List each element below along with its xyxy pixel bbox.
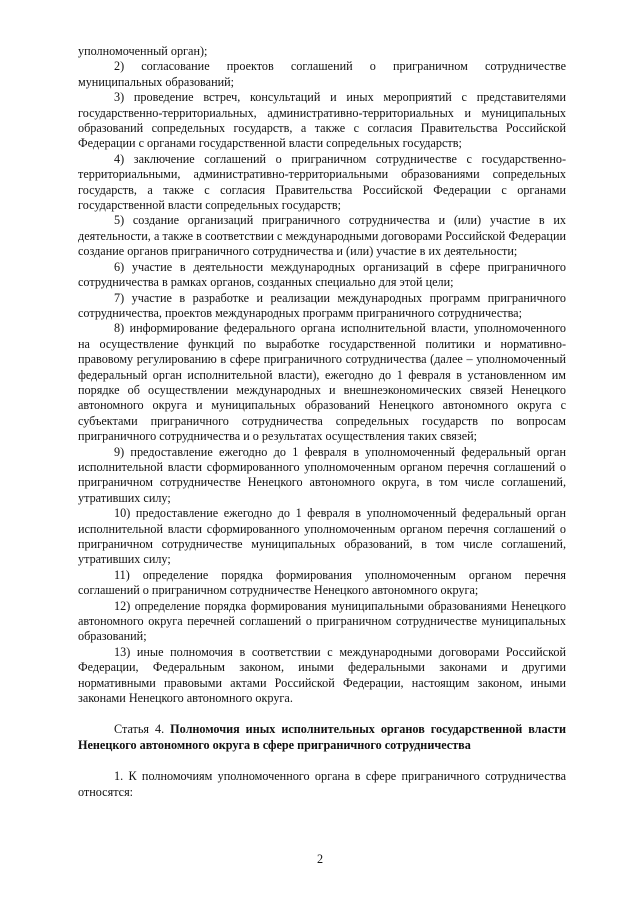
paragraph-item-7: 7) участие в разработке и реализации международных программ приграничного сотрудничества, проектов международных программ приграничного сотрудничества; [78, 290, 566, 320]
article-heading [78, 722, 566, 753]
paragraph-item-13: 13) иные полномочия в соответствии с международными договорами Российской Федерации, Федеральным законом, иными федеральными законами и другими нормативными правовыми актами Российской Федерации, настоящим законом, иными законами Ненецкого автономного округа. [78, 644, 566, 706]
paragraph-item-10: 10) предоставление ежегодно до 1 февраля в уполномоченный федеральный орган исполнительной власти сформированного уполномоченным органом перечня соглашений о приграничном сотрудничестве муниципальных образований, в том числе соглашений, утративших силу; [78, 506, 566, 567]
paragraph-item-4: 4) заключение соглашений о приграничном сотрудничестве с государственно-территориальными, административно-территориальными образованиями сопредельных государств, а также с согласия Правительства Российской Федерации с органами государственной власти сопредельных государств; [78, 151, 566, 213]
page-number: 2 [316, 852, 324, 866]
clause-paragraph: 1. К полномочиям уполномоченного органа в сфере приграничного сотрудничества относятся: [78, 769, 566, 799]
paragraph-item-12: 12) определение порядка формирования муниципальными образованиями Ненецкого автономного округа перечней соглашений о приграничном сотрудничестве муниципальных образований; [78, 598, 566, 644]
paragraph-item-8: 8) информирование федерального органа исполнительной власти, уполномоченного на осуществление функций по выработке государственной политики и нормативно-правовому регулированию в сфере приграничного сотрудничества (далее – уполномоченный федеральный орган исполнительной власти), ежегодно до 1 февраля в установленном им порядке об осуществлении международных и внешнеэкономических связей Ненецкого автономного округа и муниципальных образований Ненецкого автономного округа с субъектами приграничного сотрудничества сопредельных государств по вопросам приграничного сотрудничества и о результатах осуществления таких связей; [78, 321, 566, 444]
paragraph-item-3: 3) проведение встреч, консультаций и иных мероприятий с представителями государственно-территориальных, административно-территориальных и муниципальных образований сопредельных государств, а также с согласия Правительства Российской Федерации с органами государственной власти сопредельных государств; [78, 90, 566, 151]
article-title: Полномочия иных исполнительных органов государственной власти Ненецкого автономного округа в сфере приграничного сотрудничества [78, 722, 567, 752]
paragraph-item-11: 11) определение порядка формирования уполномоченным органом перечня соглашений о приграничном сотрудничестве Ненецкого автономного округа; [78, 567, 566, 598]
article-prefix: Статья 4. [114, 722, 171, 737]
paragraph-item-6: 6) участие в деятельности международных организаций в сфере приграничного сотрудничества в рамках органов, созданных специально для этой цели; [78, 259, 566, 290]
paragraph-item-5: 5) создание организаций приграничного сотрудничества и (или) участие в их деятельности, а также в соответствии с международными договорами Российской Федерации создание органов приграничного сотрудничества и (или) участие в их деятельности; [78, 213, 566, 259]
paragraph-continuation: уполномоченный орган); [78, 44, 208, 58]
paragraph-item-2: 2) согласование проектов соглашений о приграничном сотрудничестве муниципальных образований; [78, 59, 566, 89]
document-body [78, 44, 566, 800]
paragraph-item-9: 9) предоставление ежегодно до 1 февраля в уполномоченный федеральный орган исполнительной власти сформированного уполномоченным органом перечня соглашений о приграничном сотрудничестве Ненецкого автономного округа, в том числе соглашений, утративших силу; [78, 444, 566, 505]
